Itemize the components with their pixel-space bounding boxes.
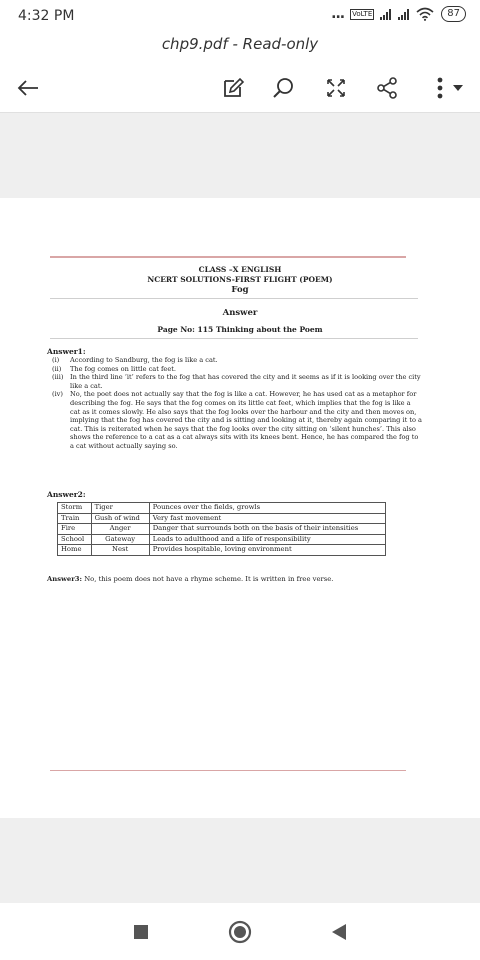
page-number-heading: Page No: 115 Thinking about the Poem <box>157 325 323 334</box>
more-icon <box>436 76 444 100</box>
home-icon <box>228 920 252 944</box>
signal-icon <box>380 8 391 20</box>
home-button[interactable] <box>227 919 253 945</box>
section-divider <box>50 338 418 339</box>
table-row: Home Nest Provides hospitable, loving environment <box>58 545 386 556</box>
status-indicators <box>331 6 466 22</box>
search-icon <box>271 76 295 100</box>
signal-icon-2 <box>398 8 409 20</box>
answer3-label: Answer3: <box>47 575 83 583</box>
back-arrow-icon <box>16 78 40 98</box>
header-class: CLASS –X ENGLISH <box>198 265 282 274</box>
share-button[interactable] <box>371 72 403 104</box>
header-solutions: NCERT SOLUTIONS-FIRST FLIGHT (POEM) <box>147 275 333 284</box>
edit-button[interactable] <box>217 72 249 104</box>
fullscreen-icon <box>325 77 347 99</box>
fullscreen-button[interactable] <box>320 72 352 104</box>
answer2-label: Answer2: <box>47 490 86 499</box>
wifi-icon <box>416 7 434 21</box>
table-row: School Gateway Leads to adulthood and a life of responsibility <box>58 534 386 545</box>
recent-apps-button[interactable] <box>128 919 154 945</box>
list-item: (iii) In the third line ‘it’ refers to the fog that has covered the city and it seems as if it is looking over the city like a cat. <box>52 373 421 390</box>
list-item: (i) According to Sandburg, the fog is like a cat. <box>52 356 218 364</box>
answer-heading: Answer <box>222 308 258 318</box>
page-bottom-rule <box>50 770 406 771</box>
toolbar <box>0 68 480 108</box>
answer1-label: Answer1: <box>47 347 86 356</box>
answer3-paragraph <box>47 575 333 583</box>
dropdown-button[interactable] <box>446 72 470 104</box>
navigation-bar <box>0 903 480 960</box>
status-bar <box>0 0 480 30</box>
edit-icon <box>221 76 245 100</box>
header-poem-title: Fog <box>231 285 249 295</box>
battery-indicator: 87 <box>441 6 466 22</box>
answer3-text: No, this poem does not have a rhyme scheme. It is written in free verse. <box>82 575 334 583</box>
back-button[interactable] <box>12 72 44 104</box>
recent-apps-icon <box>133 924 149 940</box>
back-nav-button[interactable] <box>326 919 352 945</box>
share-icon <box>375 76 399 100</box>
more-notifications-icon: ... <box>331 6 345 22</box>
header-divider <box>50 298 418 299</box>
document-title: chp9.pdf - Read-only <box>161 35 319 53</box>
answer1-list <box>52 356 422 451</box>
list-item: (iv) No, the poet does not actually say that the fog is like a cat. However, he has used cat as a metaphor for describing the fog. He says that the fog comes on its little cat feet, which implies that the fog is like a cat as it comes slowly. He also says that the fog looks over the harbour and the city and then moves on, implying that the fog has covered the city and is sitting and looking at it, thereby again comparing it to a cat. This is reiterated when he says that the fog looks over the city sitting on ‘silent hunches’. This also shows the reference to a cat as a cat always sits with its knees bent. Hence, he has compared the fog to a cat without actually saying so. <box>52 390 422 450</box>
status-time: 4:32 PM <box>18 8 75 24</box>
back-icon <box>331 923 347 941</box>
page-top-rule <box>50 256 406 258</box>
search-button[interactable] <box>267 72 299 104</box>
table-row: Storm Tiger Pounces over the fields, growls <box>58 503 386 514</box>
table-row: Train Gush of wind Very fast movement <box>58 513 386 524</box>
answer2-table <box>57 502 386 556</box>
volte-badge: VoLTE <box>352 9 373 18</box>
table-row: Fire Anger Danger that surrounds both on the basis of their intensities <box>58 524 386 535</box>
list-item: (ii) The fog comes on little cat feet. <box>52 364 176 373</box>
pdf-viewer[interactable] <box>0 113 480 903</box>
pdf-page <box>0 198 480 818</box>
dropdown-icon <box>453 84 463 92</box>
